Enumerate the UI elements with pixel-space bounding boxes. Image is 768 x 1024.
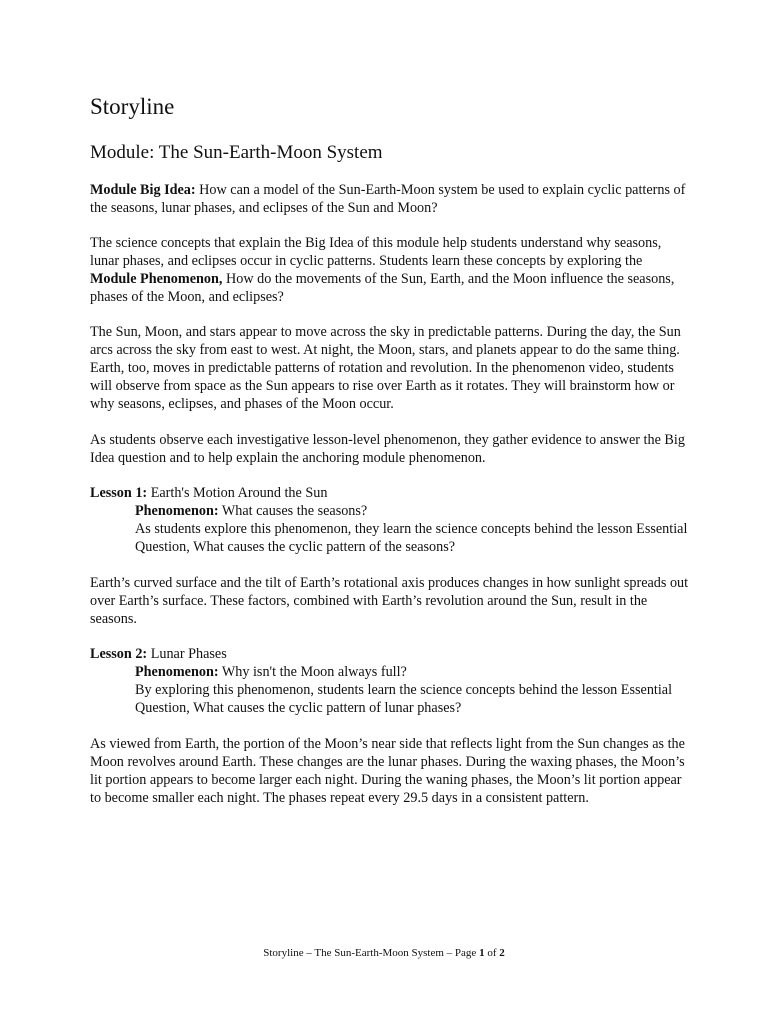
lesson1-heading xyxy=(90,484,690,502)
footer-of-text: of xyxy=(484,947,500,959)
concepts-text-after: How do the movements of the Sun, Earth, and the Moon influence the seasons, phases of the Moon, and eclipses? xyxy=(90,271,675,305)
footer-page-total: 2 xyxy=(499,947,505,959)
lesson2-title: Lunar Phases xyxy=(147,646,227,662)
lesson2-summary: As viewed from Earth, the portion of the Moon’s near side that reflects light from the Sun changes as the Moon revolves around Earth. These changes are the lunar phases. During the waxing phases, the Moon’s lit portion appears to become larger each night. During the waning phases, the Moon’s lit portion appear to become smaller each night. The phases repeat every 29.5 days in a consistent pattern. xyxy=(90,736,685,806)
page-footer xyxy=(0,946,768,960)
big-idea-label: Module Big Idea: xyxy=(90,182,196,198)
lesson1-title: Earth's Motion Around the Sun xyxy=(147,485,328,501)
lesson1-phenomenon-text: What causes the seasons? xyxy=(218,503,368,519)
lesson1-phenomenon-label: Phenomenon: xyxy=(135,503,219,519)
footer-page-current: 1 xyxy=(479,947,485,959)
lesson2-label: Lesson 2: xyxy=(90,646,148,662)
lesson1-phenomenon xyxy=(135,502,695,520)
lesson2-heading xyxy=(90,645,690,663)
lesson2-detail: By exploring this phenomenon, students learn the science concepts behind the lesson Essential Question, What causes the cyclic pattern of lunar phases? xyxy=(135,682,673,716)
footer-text: Storyline – The Sun-Earth-Moon System – Page xyxy=(263,947,480,959)
lesson1-summary: Earth’s curved surface and the tilt of Earth’s rotational axis produces changes in how sunlight spreads out over Earth’s surface. These factors, combined with Earth’s revolution around the Sun, result in the seasons. xyxy=(90,575,689,627)
lesson1-label: Lesson 1: xyxy=(90,485,148,501)
lesson2-phenomenon xyxy=(135,663,695,681)
big-idea-paragraph xyxy=(90,181,690,217)
lesson2-phenomenon-label: Phenomenon: xyxy=(135,664,219,680)
lesson2-phenomenon-text: Why isn't the Moon always full? xyxy=(218,664,407,680)
big-idea-text: How can a model of the Sun-Earth-Moon system be used to explain cyclic patterns of the seasons, lunar phases, and eclipses of the Sun and Moon? xyxy=(90,182,686,216)
concepts-paragraph xyxy=(90,234,690,306)
module-heading: Module: The Sun-Earth-Moon System xyxy=(90,142,383,163)
lesson1-detail: As students explore this phenomenon, they learn the science concepts behind the lesson Essential Question, What causes the cyclic pattern of the seasons? xyxy=(135,521,688,555)
document-title: Storyline xyxy=(90,94,175,119)
concepts-text-before: The science concepts that explain the Big Idea of this module help students understand why seasons, lunar phases, and eclipses occur in cyclic patterns. Students learn these concepts by exploring the xyxy=(90,235,662,269)
sky-paragraph: The Sun, Moon, and stars appear to move across the sky in predictable patterns. During the day, the Sun arcs across the sky from east to west. At night, the Moon, stars, and planets appear to do the same thing. Earth, too, moves in predictable patterns of rotation and revolution. In the phenomenon video, students will observe from space as the Sun appears to rise over Earth as it rotates. They will brainstorm how or why seasons, eclipses, and phases of the Moon occur. xyxy=(90,324,681,412)
module-phenomenon-label: Module Phenomenon, xyxy=(90,271,223,287)
evidence-paragraph: As students observe each investigative lesson-level phenomenon, they gather evidence to answer the Big Idea question and to help explain the anchoring module phenomenon. xyxy=(90,432,685,466)
